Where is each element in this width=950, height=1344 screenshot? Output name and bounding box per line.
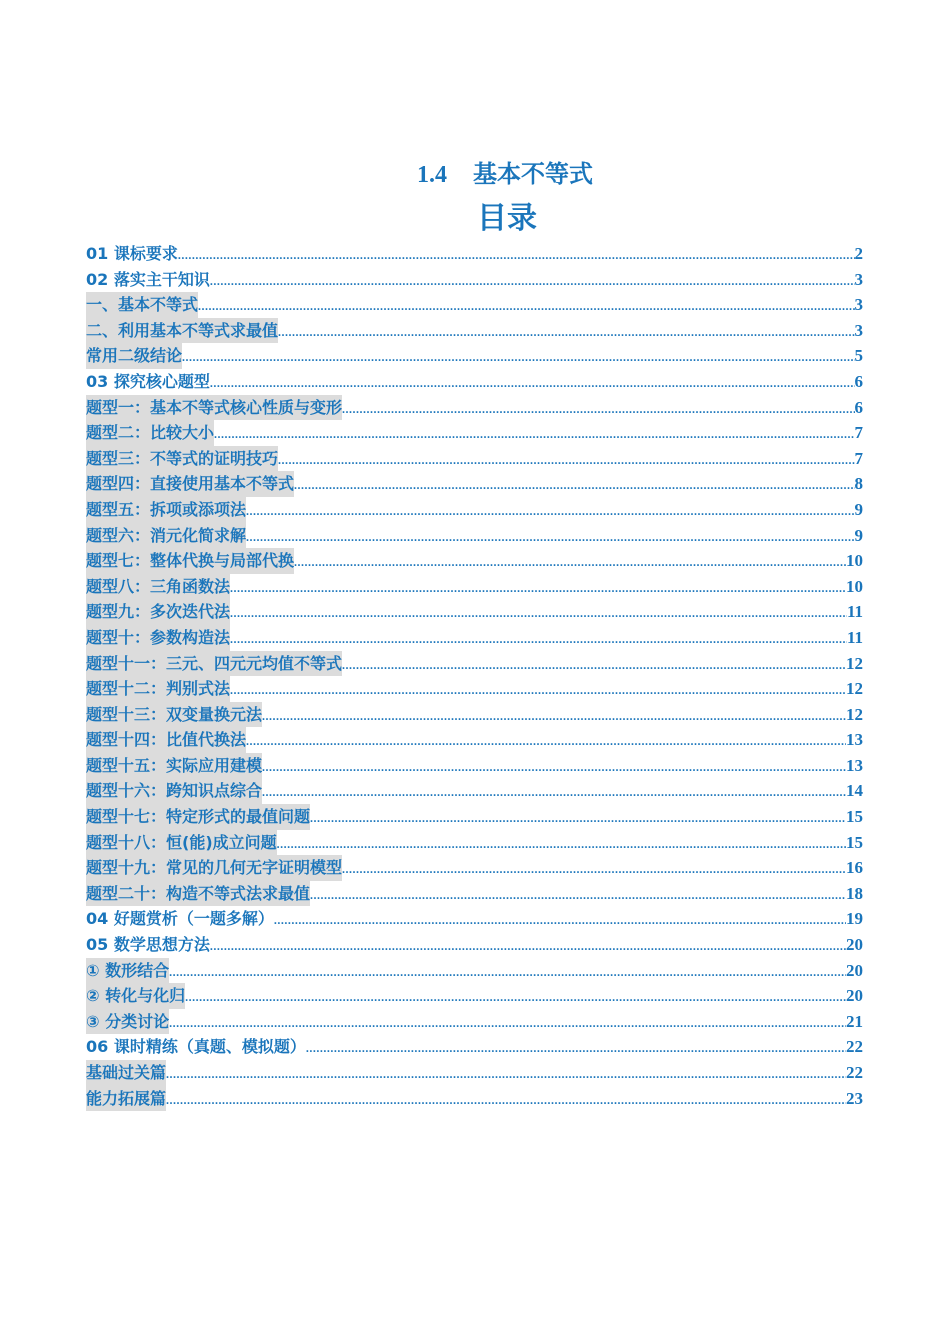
toc-entry-label[interactable]: 二、利用基本不等式求最值 xyxy=(86,318,278,344)
toc-entry-label[interactable]: 题型十六：跨知识点综合 xyxy=(86,778,262,804)
toc-leader-dots xyxy=(277,832,846,858)
toc-entry[interactable] xyxy=(86,778,863,804)
toc-leader-dots xyxy=(230,678,846,704)
toc-entry-label[interactable]: 题型二：比较大小 xyxy=(86,420,214,446)
toc-entry-label[interactable]: 题型十七：特定形式的最值问题 xyxy=(86,804,310,830)
toc-leader-dots xyxy=(246,729,846,755)
toc-entry[interactable] xyxy=(86,1086,863,1112)
toc-leader-dots xyxy=(210,269,855,295)
toc-leader-dots xyxy=(230,576,846,602)
toc-entry[interactable] xyxy=(86,241,863,267)
toc-entry-label[interactable]: 题型十二：判别式法 xyxy=(86,676,230,702)
toc-page-number: 10 xyxy=(846,551,863,571)
toc-entry-label[interactable]: 题型十：参数构造法 xyxy=(86,625,230,651)
toc-entry-label[interactable]: 一、基本不等式 xyxy=(86,292,198,318)
toc-page-number: 9 xyxy=(854,499,863,519)
toc-leader-dots xyxy=(246,525,854,551)
toc-page-number: 16 xyxy=(846,858,863,878)
toc-entry-label[interactable]: 题型八：三角函数法 xyxy=(86,574,230,600)
toc-entry-label[interactable]: 02 落实主干知识 xyxy=(86,269,210,289)
toc-leader-dots xyxy=(342,653,846,679)
toc-entry[interactable] xyxy=(86,983,863,1009)
toc-page-number: 20 xyxy=(846,935,863,955)
toc-page-number: 10 xyxy=(846,576,863,596)
toc-page-number: 12 xyxy=(846,679,863,699)
toc-entry-label[interactable]: 题型六：消元化简求解 xyxy=(86,523,246,549)
toc-page-number: 11 xyxy=(846,602,863,622)
toc-entry-label[interactable]: ① 数形结合 xyxy=(86,958,169,984)
toc-entry[interactable] xyxy=(86,1009,863,1035)
toc-page-number: 7 xyxy=(854,423,863,443)
toc-entry[interactable] xyxy=(86,1060,863,1086)
toc-page-number: 7 xyxy=(854,448,863,468)
toc-page-number: 13 xyxy=(846,755,863,775)
toc-page-number: 2 xyxy=(854,244,863,263)
toc-entry-label[interactable]: 基础过关篇 xyxy=(86,1060,166,1086)
toc-page-number: 12 xyxy=(846,704,863,724)
toc-entry[interactable] xyxy=(86,625,863,651)
toc-entry-label[interactable]: 题型十五：实际应用建模 xyxy=(86,753,262,779)
toc-entry[interactable] xyxy=(86,855,863,881)
toc-entry[interactable] xyxy=(86,471,863,497)
toc-entry-label[interactable]: 题型十四：比值代换法 xyxy=(86,727,246,753)
toc-page-number: 8 xyxy=(854,474,863,494)
toc-entry[interactable] xyxy=(86,599,863,625)
section-number: 1.4 xyxy=(417,162,447,188)
toc-entry[interactable] xyxy=(86,369,863,395)
toc-leader-dots xyxy=(230,627,847,653)
toc-entry-label[interactable]: 题型二十：构造不等式法求最值 xyxy=(86,881,310,907)
toc-leader-dots xyxy=(306,1036,846,1062)
toc-entry-label[interactable]: 04 好题赏析（一题多解） xyxy=(86,909,274,929)
toc-leader-dots xyxy=(178,243,855,269)
toc-leader-dots xyxy=(262,704,846,730)
toc-entry-label[interactable]: ② 转化与化归 xyxy=(86,983,185,1009)
toc-leader-dots xyxy=(342,397,854,423)
toc-page-number: 3 xyxy=(854,269,863,289)
toc-page-number: 9 xyxy=(854,525,863,545)
toc-entry[interactable] xyxy=(86,343,863,369)
toc-page-number: 21 xyxy=(846,1011,863,1031)
toc-entry[interactable] xyxy=(86,932,863,958)
toc-leader-dots xyxy=(182,345,854,371)
toc-leader-dots xyxy=(294,550,846,576)
toc-entry-label[interactable]: 常用二级结论 xyxy=(86,343,182,369)
toc-entry-label[interactable]: 题型十八：恒(能)成立问题 xyxy=(86,830,277,856)
toc-page-number: 20 xyxy=(846,986,863,1006)
toc-entry-label[interactable]: 05 数学思想方法 xyxy=(86,935,210,955)
toc-page-number: 18 xyxy=(846,883,863,903)
toc-entry[interactable] xyxy=(86,497,863,523)
toc-leader-dots xyxy=(278,320,854,346)
toc-page-number: 11 xyxy=(846,627,863,647)
toc-entry-label[interactable]: 03 探究核心题型 xyxy=(86,371,210,391)
toc-leader-dots xyxy=(342,857,846,883)
title-text: 基本不等式 xyxy=(473,160,593,188)
toc-leader-dots xyxy=(310,883,846,909)
toc-leader-dots xyxy=(246,499,854,525)
toc-entry[interactable] xyxy=(86,395,863,421)
toc-page-number: 22 xyxy=(846,1063,863,1082)
toc-entry-label[interactable]: 能力拓展篇 xyxy=(86,1086,166,1112)
toc-entry[interactable] xyxy=(86,523,863,549)
toc-leader-dots xyxy=(278,448,854,474)
toc-leader-dots xyxy=(310,806,846,832)
toc-page-number: 13 xyxy=(846,730,863,750)
toc-entry[interactable] xyxy=(86,702,863,728)
toc-entry-label[interactable]: 题型十一：三元、四元元均值不等式 xyxy=(86,651,342,677)
toc-page-number: 12 xyxy=(846,653,863,673)
toc-page-number: 6 xyxy=(854,397,863,417)
toc-entry[interactable] xyxy=(86,420,863,446)
toc-leader-dots xyxy=(230,601,847,627)
toc-entry[interactable] xyxy=(86,727,863,753)
toc-page-number: 15 xyxy=(846,832,863,852)
toc-entry[interactable] xyxy=(86,292,863,318)
toc-entry-label[interactable]: 题型九：多次迭代法 xyxy=(86,599,230,625)
toc-page-number: 5 xyxy=(854,346,863,366)
toc-page-number: 14 xyxy=(846,781,863,801)
toc-entry[interactable] xyxy=(86,318,863,344)
toc-entry[interactable] xyxy=(86,958,863,984)
page-title xyxy=(0,156,950,193)
toc-entry[interactable] xyxy=(86,651,863,677)
toc-leader-dots xyxy=(210,934,846,960)
toc-leader-dots xyxy=(166,1062,846,1088)
toc-page-number: 20 xyxy=(846,960,863,980)
toc-entry[interactable] xyxy=(86,1034,863,1060)
toc-leader-dots xyxy=(274,908,846,934)
toc-leader-dots xyxy=(214,422,854,448)
toc-page-number: 6 xyxy=(854,371,863,391)
toc-leader-dots xyxy=(262,780,846,806)
toc-entry-label[interactable]: 01 课标要求 xyxy=(86,244,178,263)
toc-entry[interactable] xyxy=(86,676,863,702)
table-of-contents xyxy=(86,241,863,1111)
toc-entry-label[interactable]: 题型三：不等式的证明技巧 xyxy=(86,446,278,472)
toc-entry[interactable] xyxy=(86,906,863,932)
toc-leader-dots xyxy=(294,473,854,499)
toc-leader-dots xyxy=(169,960,846,986)
toc-entry-label[interactable]: 题型七：整体代换与局部代换 xyxy=(86,548,294,574)
toc-entry[interactable] xyxy=(86,267,863,293)
toc-page-number: 19 xyxy=(846,909,863,929)
toc-entry[interactable] xyxy=(86,881,863,907)
toc-entry[interactable] xyxy=(86,753,863,779)
toc-page-number: 22 xyxy=(846,1037,863,1057)
toc-entry[interactable] xyxy=(86,830,863,856)
toc-entry[interactable] xyxy=(86,548,863,574)
toc-entry-label[interactable]: 题型五：拆项或添项法 xyxy=(86,497,246,523)
toc-page-number: 15 xyxy=(846,807,863,827)
toc-leader-dots xyxy=(262,755,846,781)
toc-entry-label[interactable]: 06 课时精练（真题、模拟题） xyxy=(86,1037,306,1057)
toc-page-number: 3 xyxy=(854,295,863,315)
toc-entry-label[interactable]: ③ 分类讨论 xyxy=(86,1009,169,1035)
toc-entry-label[interactable]: 题型一：基本不等式核心性质与变形 xyxy=(86,395,342,421)
toc-leader-dots xyxy=(210,371,855,397)
toc-entry-label[interactable]: 题型十三：双变量换元法 xyxy=(86,702,262,728)
toc-page-number: 3 xyxy=(854,320,863,340)
toc-page-number: 23 xyxy=(846,1088,863,1108)
toc-leader-dots xyxy=(185,985,846,1011)
toc-leader-dots xyxy=(166,1088,846,1114)
toc-leader-dots xyxy=(198,294,854,320)
toc-entry[interactable] xyxy=(86,446,863,472)
toc-entry[interactable] xyxy=(86,574,863,600)
toc-entry-label[interactable]: 题型十九：常见的几何无字证明模型 xyxy=(86,855,342,881)
toc-entry-label[interactable]: 题型四：直接使用基本不等式 xyxy=(86,471,294,497)
toc-entry[interactable] xyxy=(86,804,863,830)
toc-heading: 目录 xyxy=(477,201,537,236)
toc-leader-dots xyxy=(169,1011,846,1037)
